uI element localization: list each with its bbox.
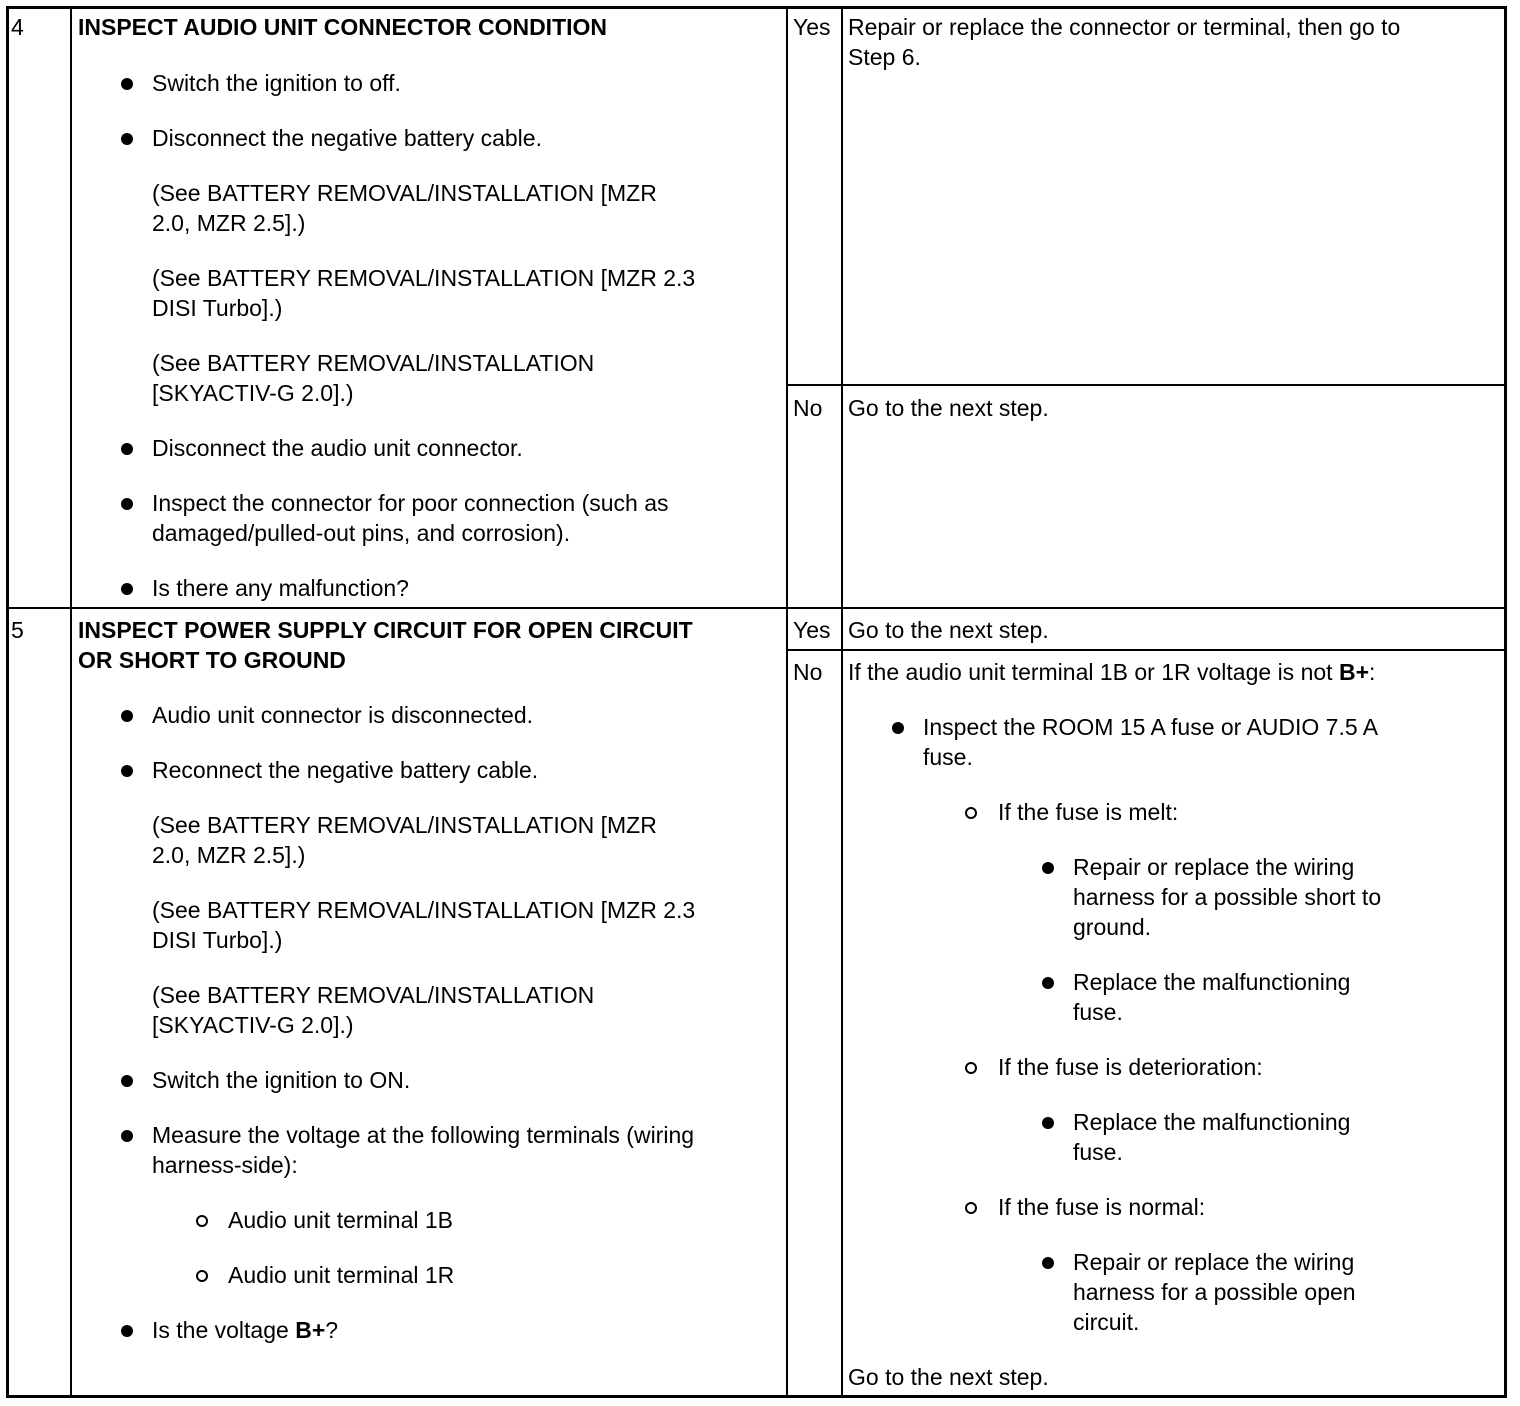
fuse-case: If the fuse is deterioration: xyxy=(998,1054,1263,1080)
yes-action: Go to the next step. xyxy=(848,617,1049,643)
bullet-icon xyxy=(1042,1117,1054,1129)
sub-bullet-icon xyxy=(965,1202,977,1214)
no-label: No xyxy=(793,659,823,685)
list-item: Switch the ignition to off. xyxy=(152,70,401,96)
list-item: Audio unit connector is disconnected. xyxy=(152,702,534,728)
reference-link[interactable]: (See BATTERY REMOVAL/INSTALLATION xyxy=(152,350,595,376)
bullet-icon xyxy=(121,498,133,510)
yes-label: Yes xyxy=(793,617,831,643)
bullet-icon xyxy=(1042,977,1054,989)
terminal-item: Audio unit terminal 1B xyxy=(228,1207,454,1233)
no-label: No xyxy=(793,395,823,421)
step-title: INSPECT POWER SUPPLY CIRCUIT FOR OPEN CIRCUIT xyxy=(78,617,693,643)
row-divider-step5-yes-no xyxy=(787,649,1505,651)
yes-action: Repair or replace the connector or terminal, then go to xyxy=(848,14,1401,40)
bullet-icon xyxy=(121,765,133,777)
fuse-check: Inspect the ROOM 15 A fuse or AUDIO 7.5 A xyxy=(923,714,1379,740)
bullet-icon xyxy=(121,710,133,722)
terminal-item: Audio unit terminal 1R xyxy=(228,1262,455,1288)
reference-link[interactable]: [SKYACTIV-G 2.0].) xyxy=(152,1012,354,1038)
row-divider-step4-step5 xyxy=(8,607,1505,609)
step-number: 4 xyxy=(11,14,24,40)
no-intro-end: : xyxy=(1369,659,1376,685)
bullet-icon xyxy=(121,583,133,595)
fuse-action: Replace the malfunctioning xyxy=(1073,1109,1351,1135)
bullet-icon xyxy=(121,1325,133,1337)
no-action: Go to the next step. xyxy=(848,395,1049,421)
reference-link[interactable]: [SKYACTIV-G 2.0].) xyxy=(152,380,354,406)
list-item: damaged/pulled-out pins, and corrosion). xyxy=(152,520,571,546)
reference-link[interactable]: (See BATTERY REMOVAL/INSTALLATION xyxy=(152,982,595,1008)
bullet-icon xyxy=(1042,862,1054,874)
fuse-action: circuit. xyxy=(1073,1309,1140,1335)
fuse-action: fuse. xyxy=(1073,999,1123,1025)
fuse-action: harness for a possible open xyxy=(1073,1279,1356,1305)
reference-link[interactable]: (See BATTERY REMOVAL/INSTALLATION [MZR 2.3 xyxy=(152,265,696,291)
reference-link[interactable]: DISI Turbo].) xyxy=(152,927,283,953)
sub-bullet-icon xyxy=(196,1215,208,1227)
column-divider-step xyxy=(70,8,72,1397)
row-divider-step4-yes-no xyxy=(787,384,1505,386)
step-number: 5 xyxy=(11,617,24,643)
voltage-question: Is the voltage xyxy=(152,1317,296,1343)
reference-link[interactable]: (See BATTERY REMOVAL/INSTALLATION [MZR 2.3 xyxy=(152,897,696,923)
reference-link[interactable]: 2.0, MZR 2.5].) xyxy=(152,842,306,868)
list-item: Disconnect the negative battery cable. xyxy=(152,125,542,151)
reference-link[interactable]: DISI Turbo].) xyxy=(152,295,283,321)
fuse-check: fuse. xyxy=(923,744,973,770)
voltage-question-end: ? xyxy=(325,1317,339,1343)
fuse-action: Replace the malfunctioning xyxy=(1073,969,1351,995)
fuse-action: Repair or replace the wiring xyxy=(1073,854,1355,880)
reference-link[interactable]: (See BATTERY REMOVAL/INSTALLATION [MZR xyxy=(152,812,657,838)
list-item: harness-side): xyxy=(152,1152,298,1178)
no-intro-value: B+ xyxy=(1338,659,1369,685)
column-divider-result xyxy=(786,8,788,1397)
bullet-icon xyxy=(121,1130,133,1142)
bullet-icon xyxy=(121,1075,133,1087)
fuse-action: fuse. xyxy=(1073,1139,1123,1165)
list-item: Measure the voltage at the following terminals (wiring xyxy=(152,1122,695,1148)
no-intro-text: If the audio unit terminal 1B or 1R voltage is not xyxy=(848,659,1339,685)
list-item xyxy=(152,1315,338,1345)
list-item: Is there any malfunction? xyxy=(152,575,409,601)
sub-bullet-icon xyxy=(965,807,977,819)
step-title: OR SHORT TO GROUND xyxy=(78,647,346,673)
sub-bullet-icon xyxy=(196,1270,208,1282)
no-final-action: Go to the next step. xyxy=(848,1364,1049,1390)
list-item: Disconnect the audio unit connector. xyxy=(152,435,523,461)
no-intro xyxy=(848,657,1375,687)
fuse-action: Repair or replace the wiring xyxy=(1073,1249,1355,1275)
fuse-action: harness for a possible short to xyxy=(1073,884,1382,910)
fuse-case: If the fuse is melt: xyxy=(998,799,1179,825)
yes-action: Step 6. xyxy=(848,44,921,70)
sub-bullet-icon xyxy=(965,1062,977,1074)
bullet-icon xyxy=(121,443,133,455)
list-item: Switch the ignition to ON. xyxy=(152,1067,411,1093)
bullet-icon xyxy=(892,722,904,734)
fuse-case: If the fuse is normal: xyxy=(998,1194,1206,1220)
fuse-action: ground. xyxy=(1073,914,1152,940)
bullet-icon xyxy=(121,133,133,145)
bullet-icon xyxy=(1042,1257,1054,1269)
list-item: Reconnect the negative battery cable. xyxy=(152,757,539,783)
list-item: Inspect the connector for poor connection (such as xyxy=(152,490,669,516)
yes-label: Yes xyxy=(793,14,831,40)
step-title: INSPECT AUDIO UNIT CONNECTOR CONDITION xyxy=(78,14,608,40)
bullet-icon xyxy=(121,78,133,90)
reference-link[interactable]: 2.0, MZR 2.5].) xyxy=(152,210,306,236)
column-divider-action xyxy=(841,8,843,1397)
reference-link[interactable]: (See BATTERY REMOVAL/INSTALLATION [MZR xyxy=(152,180,657,206)
voltage-value: B+ xyxy=(295,1317,326,1343)
